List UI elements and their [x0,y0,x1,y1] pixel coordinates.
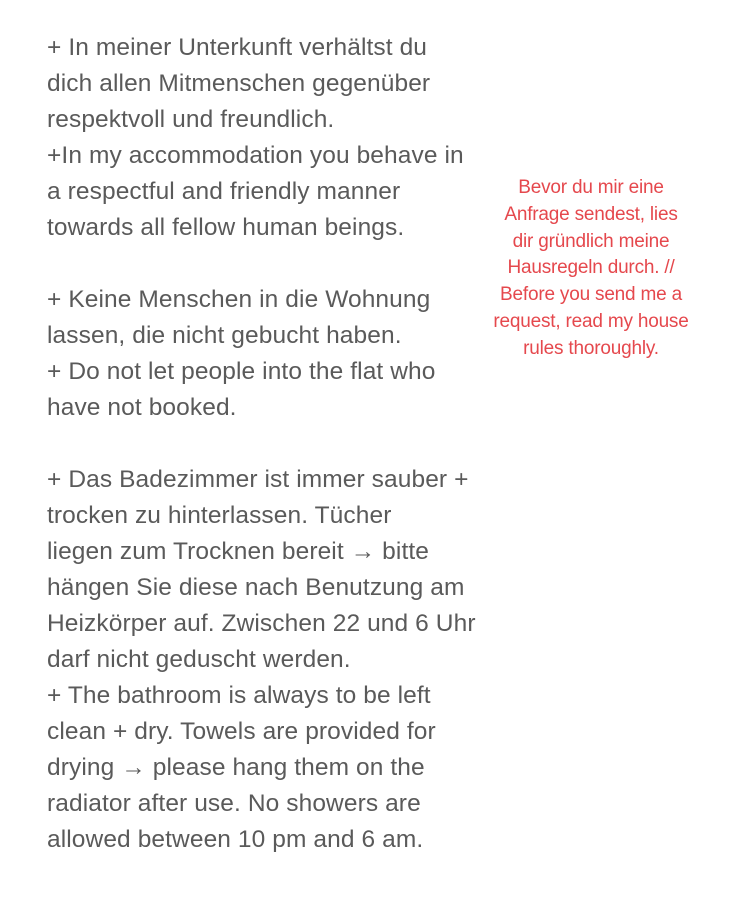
rule-line: +In my accommodation you behave in [47,142,464,169]
note-line: Bevor du mir eine [518,177,664,198]
rule-line: allowed between 10 pm and 6 am. [47,826,424,853]
rule-line: dich allen Mitmenschen gegenüber [47,70,431,97]
rule-line: + Das Badezimmer ist immer sauber + [47,466,469,493]
rule-line: + Do not let people into the flat who [47,358,436,385]
rule-line: darf nicht geduscht werden. [47,646,351,673]
note-line: Before you send me a [500,284,682,306]
paragraph-gap [47,426,567,462]
note-line: rules thoroughly. [523,337,659,359]
note-line: Hausregeln durch. // [507,257,675,279]
rule-line: radiator after use. No showers are [47,790,421,817]
rule-line: have not booked. [47,394,237,421]
rule-bathroom [47,462,567,858]
red-annotation-note [470,175,712,363]
rule-line: liegen zum Trocknen bereit → bitte [47,538,429,565]
rule-line: lassen, die nicht gebucht haben. [47,322,402,349]
rule-line: clean + dry. Towels are provided for [47,718,436,745]
rule-line: a respectful and friendly manner [47,178,401,205]
rule-line: Heizkörper auf. Zwischen 22 und 6 Uhr [47,610,476,637]
rule-line: trocken zu hinterlassen. Tücher [47,502,392,529]
rule-line: drying → please hang them on the [47,754,425,781]
rule-line: + In meiner Unterkunft verhältst du [47,34,428,61]
rule-line: + Keine Menschen in die Wohnung [47,286,431,313]
note-line: request, read my house [493,310,689,332]
note-line: Anfrage sendest, lies [504,203,678,225]
house-rules-text [47,30,567,858]
note-line: dir gründlich meine [512,230,670,252]
rule-line: hängen Sie diese nach Benutzung am [47,574,465,601]
rule-line: + The bathroom is always to be left [47,682,431,709]
rule-line: respektvoll und freundlich. [47,106,335,133]
rule-line: towards all fellow human beings. [47,214,405,241]
